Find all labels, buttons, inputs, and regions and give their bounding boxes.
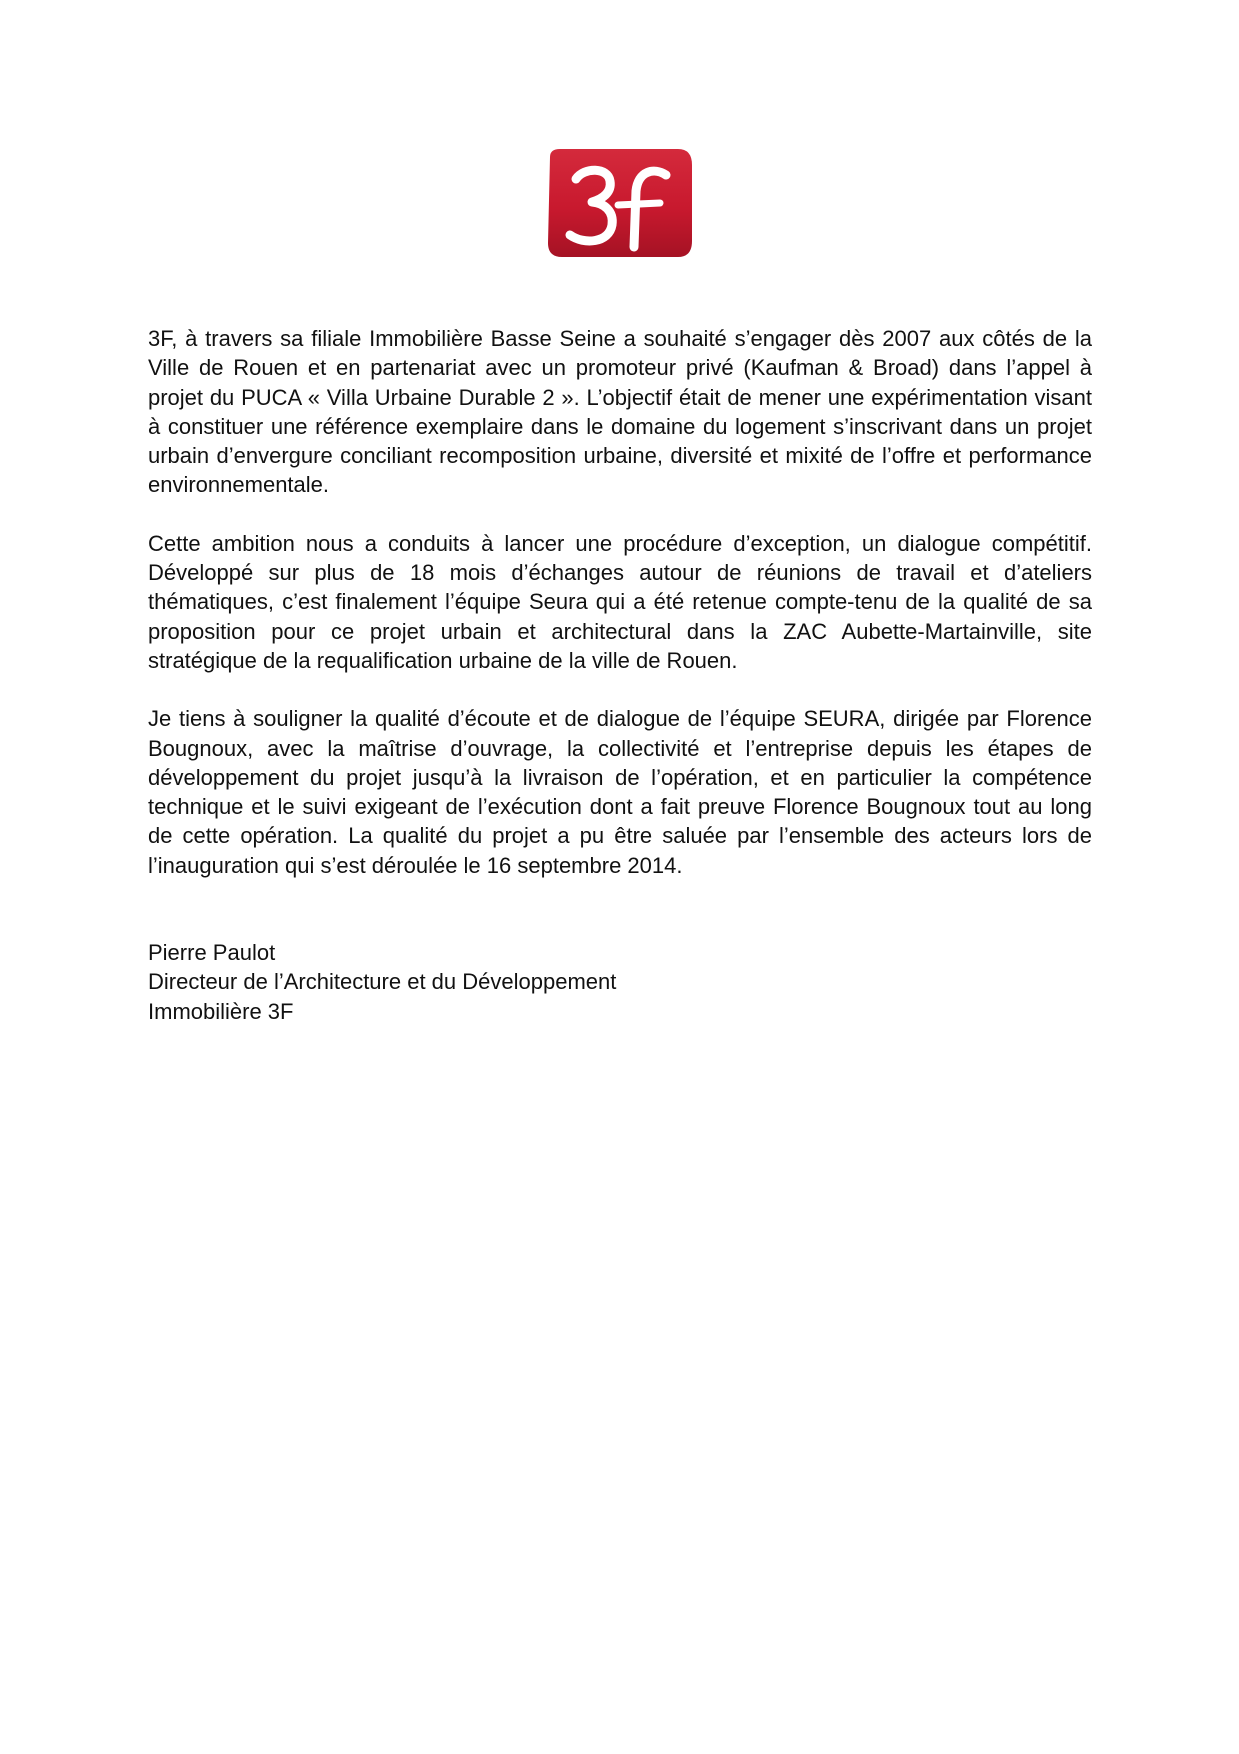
paragraph-ambition: Cette ambition nous a conduits à lancer une procédure d’exception, un dialogue compétitif. Développé sur plus de 18 mois d’échanges autour de réunions de travail et d’ateliers thématiques, c’est finalement l’équipe Seura qui a été retenue compte-tenu de la qualité de sa proposition pour ce projet urbain et architectural dans la ZAC Aubette-Martainville, site stratégique de la requalification urbaine de la ville de Rouen.: [148, 530, 1092, 673]
signatory-title: Directeur de l’Architecture et du Développement: [148, 969, 617, 995]
paragraph-acknowledgement: Je tiens à souligner la qualité d’écoute et de dialogue de l’équipe SEURA, dirigée par Florence Bougnoux, avec la maîtrise d’ouvrage, la collectivité et l’entreprise depuis les étapes de développement du projet jusqu’à la livraison de l’opération, et en particulier la compétence technique et le suivi exigeant de l’exécution dont a fait preuve Florence Bougnoux tout au long de cette opération. La qualité du projet a pu être saluée par l’ensemble des acteurs lors de l’inauguration qui s’est déroulée le 16 septembre 2014.: [148, 706, 1092, 878]
letter-body: [148, 324, 1092, 1026]
signature-block: [148, 938, 1092, 1026]
signatory-name: Pierre Paulot: [148, 940, 276, 966]
3f-logo: [546, 147, 694, 261]
3f-logo-icon: [546, 147, 694, 261]
signatory-company: Immobilière 3F: [148, 998, 294, 1024]
paragraph-intro: 3F, à travers sa filiale Immobilière Basse Seine a souhaité s’engager dès 2007 aux côtés de la Ville de Rouen et en partenariat avec un promoteur privé (Kaufman & Broad) dans l’appel à projet du PUCA « Villa Urbaine Durable 2 ». L’objectif était de mener une expérimentation visant à constituer une référence exemplaire dans le domaine du logement s’inscrivant dans un projet urbain d’envergure conciliant recomposition urbaine, diversité et mixité de l’offre et performance environnementale.: [148, 326, 1092, 498]
